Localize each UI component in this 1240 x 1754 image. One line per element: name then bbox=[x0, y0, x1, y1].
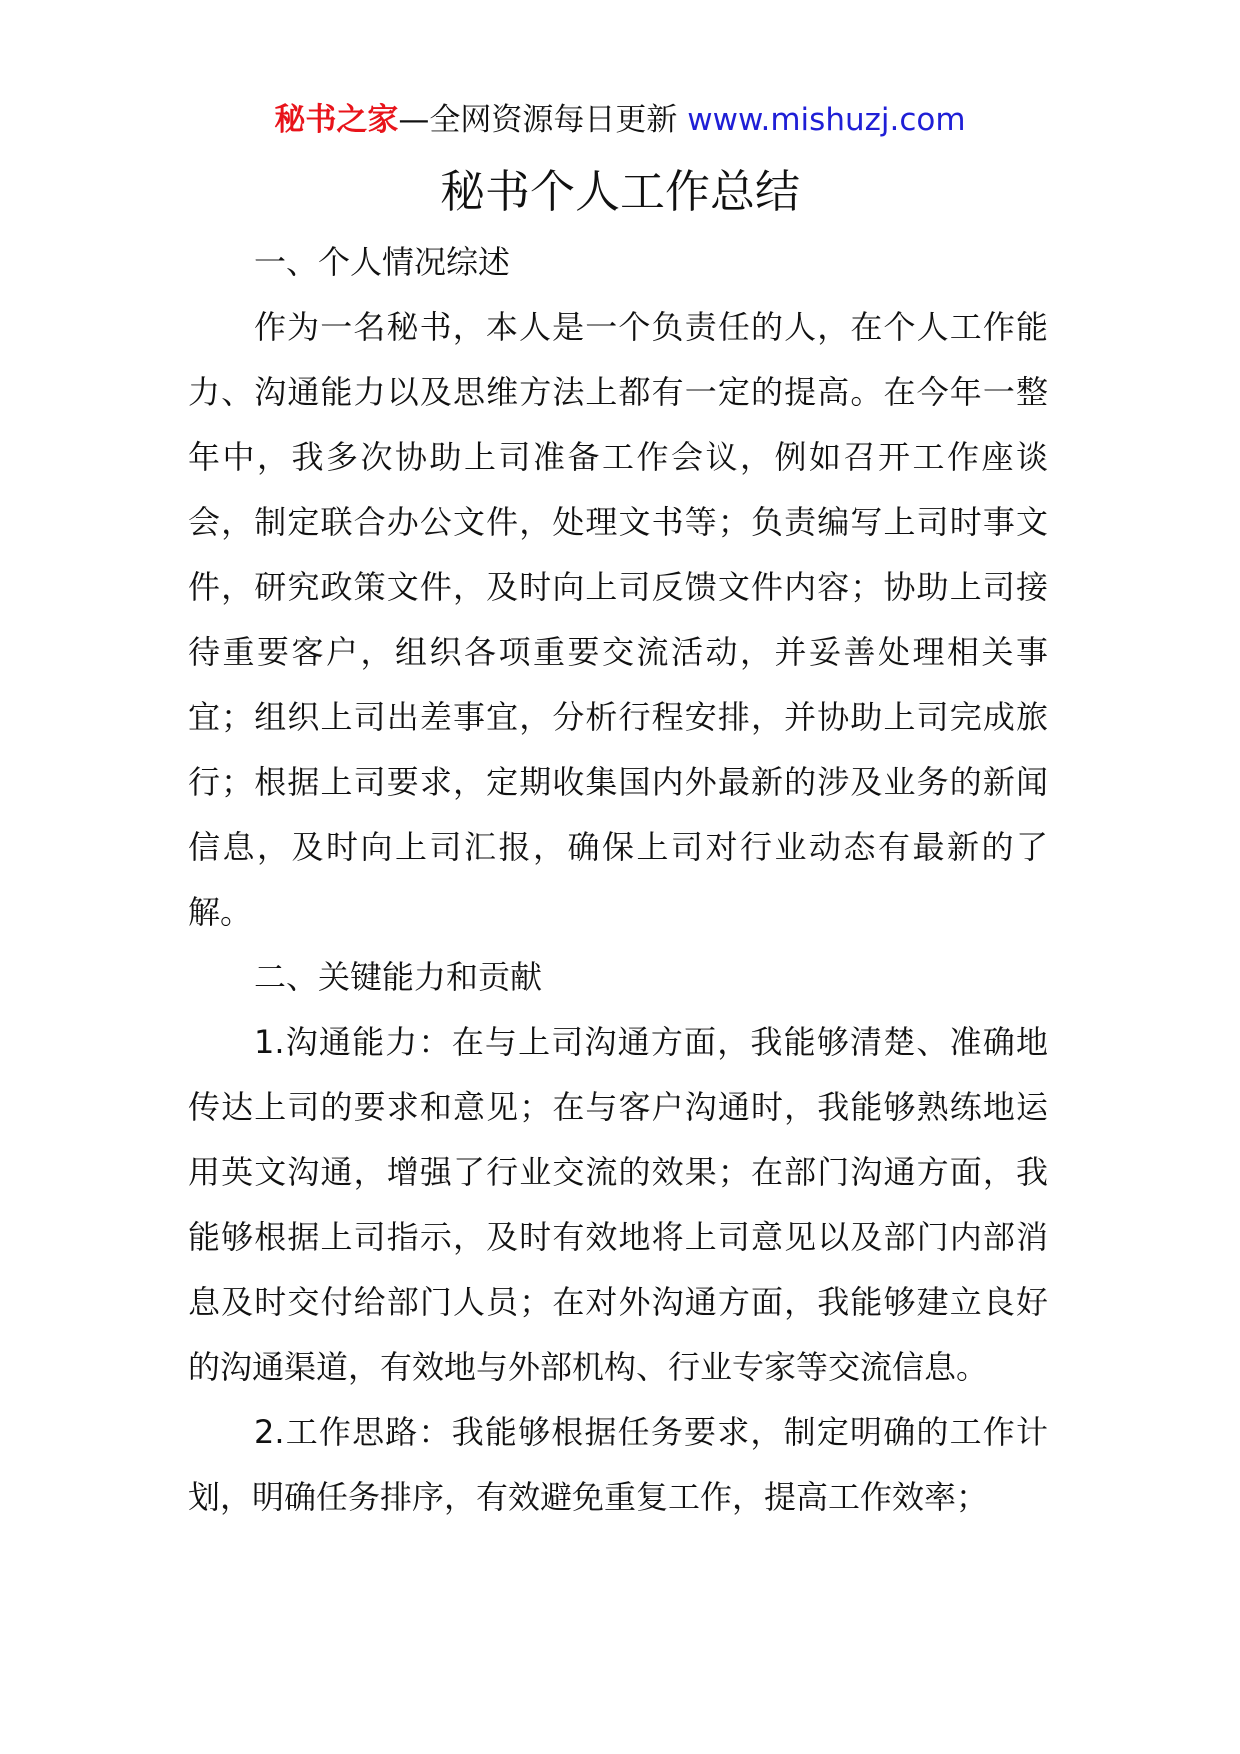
section-heading-overview: 一、个人情况综述 bbox=[254, 243, 511, 281]
paragraph-communication: 1.沟通能力：在与上司沟通方面，我能够清楚、准确地传达上司的要求和意见；在与客户沟通时，我能够熟练地运用英文沟通，增强了行业交流的效果；在部门沟通方面，我能够根据上司指示，及时有效地将上司意见以及部门内部消息及时交付给部门人员；在对外沟通方面，我能够建立良好的沟通渠道，有效地与外部机构、行业专家等交流信息。 bbox=[188, 1023, 1048, 1386]
document-body bbox=[188, 230, 1048, 1530]
site-slogan: —全网资源每日更新 bbox=[398, 102, 688, 138]
site-brand: 秘书之家 bbox=[274, 102, 399, 138]
section-heading-abilities: 二、关键能力和贡献 bbox=[254, 958, 543, 996]
paragraph-work-approach: 2.工作思路：我能够根据任务要求，制定明确的工作计划，明确任务排序，有效避免重复工作，提高工作效率； bbox=[188, 1413, 1048, 1516]
site-url-link[interactable]: www.mishuzj.com bbox=[687, 102, 966, 138]
paragraph-overview: 作为一名秘书，本人是一个负责任的人，在个人工作能力、沟通能力以及思维方法上都有一定的提高。在今年一整年中，我多次协助上司准备工作会议，例如召开工作座谈会，制定联合办公文件，处理文书等；负责编写上司时事文件，研究政策文件，及时向上司反馈文件内容；协助上司接待重要客户，组织各项重要交流活动，并妥善处理相关事宜；组织上司出差事宜，分析行程安排，并协助上司完成旅行；根据上司要求，定期收集国内外最新的涉及业务的新闻信息，及时向上司汇报，确保上司对行业动态有最新的了解。 bbox=[188, 308, 1048, 931]
site-header bbox=[0, 98, 1240, 142]
document-title: 秘书个人工作总结 bbox=[439, 165, 800, 218]
